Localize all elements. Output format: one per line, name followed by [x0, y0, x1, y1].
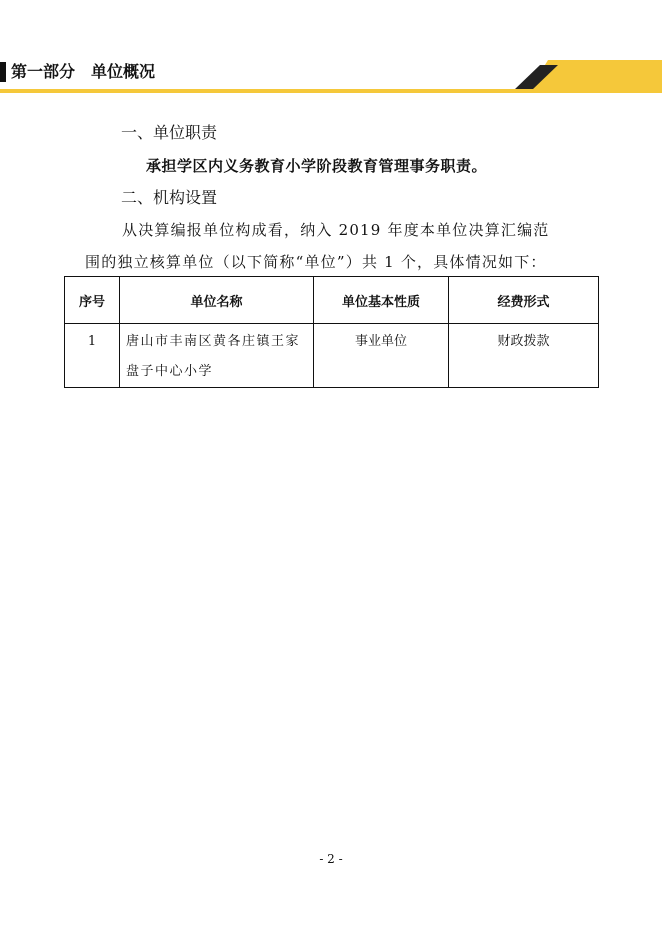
table-row: [65, 324, 599, 388]
cell-unit-nature-text: 事业单位: [354, 334, 407, 349]
cell-unit-nature: [314, 324, 449, 388]
heading-unit-duties: 一、单位职责: [121, 123, 218, 142]
cell-funding-text: 财政拨款: [497, 334, 550, 349]
page-number: - 2 -: [319, 852, 343, 866]
cell-unit-name: [120, 324, 314, 388]
section-title: 第一部分 单位概况: [11, 62, 156, 81]
section-header: [0, 0, 662, 100]
unit-duties-text: 承担学区内义务教育小学阶段教育管理事务职责。: [146, 157, 488, 175]
header-rule: [0, 89, 662, 93]
organization-paragraph-line2: 围的独立核算单位（以下简称“单位”）共 1 个，具体情况如下：: [85, 253, 547, 271]
unit-table: [64, 276, 599, 388]
cell-index-text: 1: [87, 334, 97, 349]
table-header-row: [65, 277, 599, 324]
cell-funding: [449, 324, 599, 388]
cell-index: [65, 324, 120, 388]
column-header-unit-name: 单位名称: [120, 277, 314, 324]
cell-unit-name-text: 唐山市丰南区黄各庄镇王家盘子中心小学: [126, 334, 301, 379]
organization-paragraph-line1: 从决算编报单位构成看，纳入 2019 年度本单位决算汇编范: [122, 221, 550, 239]
column-header-unit-nature: 单位基本性质: [314, 277, 449, 324]
header-marker-bar: [0, 62, 6, 82]
column-header-index: 序号: [65, 277, 120, 324]
heading-organization: 二、机构设置: [121, 188, 218, 207]
column-header-funding: 经费形式: [449, 277, 599, 324]
header-decoration: [0, 0, 662, 100]
